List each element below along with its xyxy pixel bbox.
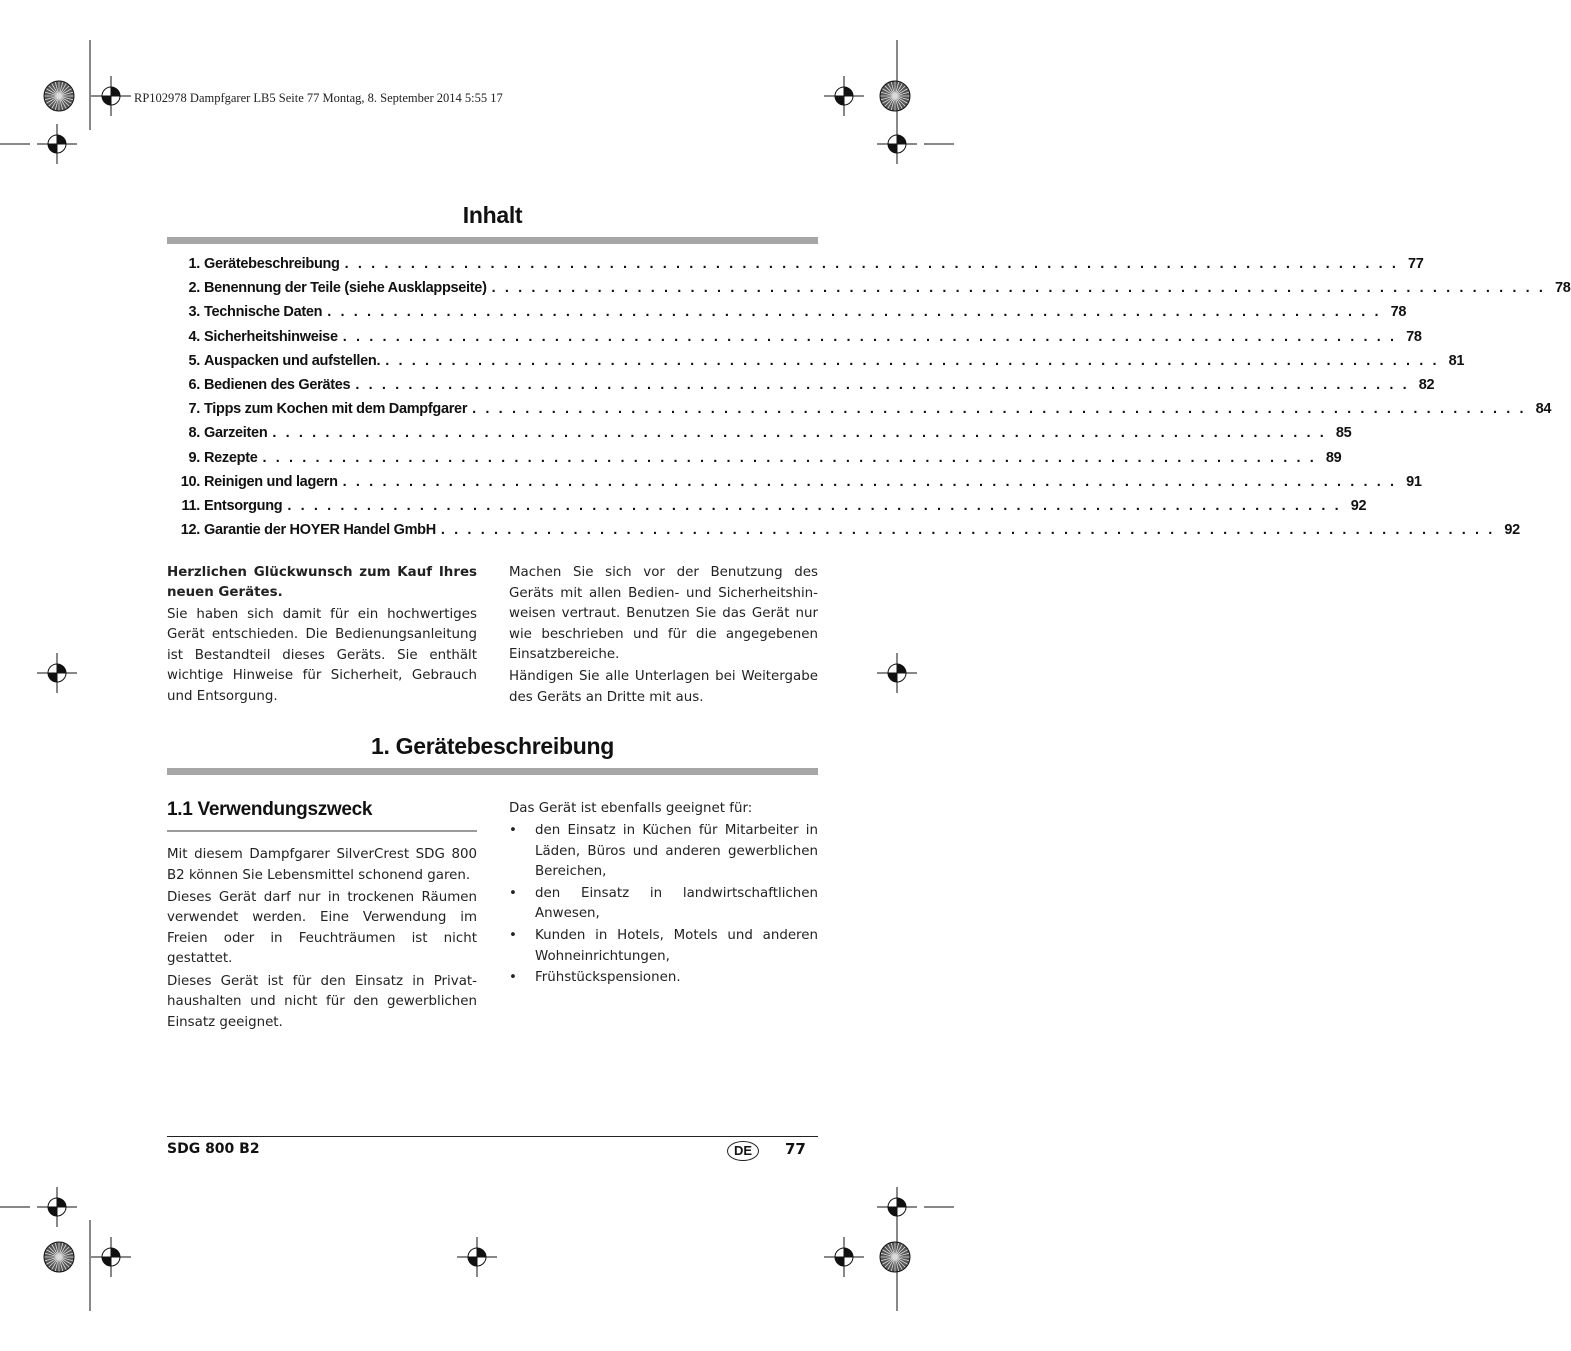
section-paragraph-1: Mit diesem Dampfgarer SilverCrest SDG 800 B2 können Sie Lebensmittel schonend garen.: [167, 847, 477, 883]
subsection-heading: 1.1 Verwendungszweck: [167, 799, 373, 820]
toc-entry-page: 81: [1448, 352, 1465, 369]
section-heading-bar: [167, 768, 818, 775]
toc-entry-number: 5.: [188, 352, 200, 369]
toc-leader-dots: . . . . . . . . . . . . . . . . . . . . . . . . . . . . . . . . . . . . . . . . . . . . . . . . . . . . . . . . . . . . . . . . . . . . . . . . . . . . . . . .: [355, 376, 1410, 393]
usage-bullet-list: [509, 821, 818, 989]
crosshair-mark-icon: [37, 124, 77, 164]
toc-entry-number: 12.: [180, 522, 200, 539]
toc-entry-page: 77: [1408, 256, 1424, 272]
starburst-mark-icon: [43, 80, 75, 112]
toc-entry-number: 8.: [188, 425, 200, 442]
toc-leader-dots: . . . . . . . . . . . . . . . . . . . . . . . . . . . . . . . . . . . . . . . . . . . . . . . . . . . . . . . . . . . . . . . . . . . . . . . . . . . . . . . .: [342, 473, 1397, 490]
subsection-rule: [167, 830, 477, 832]
toc-entry-page: 92: [1504, 522, 1520, 539]
list-item: • Kunden in Hotels, Motels und anderen Wohneinrichtungen,: [509, 926, 818, 967]
intro-left-column: [167, 563, 477, 709]
toc-entry-number: 2.: [188, 280, 200, 297]
toc-entry: [167, 473, 1422, 498]
intro-right-paragraph-2: Händigen Sie alle Unterlagen bei Weitergabe des Geräts an Dritte mit aus.: [509, 669, 818, 706]
intro-heading: Herzlichen Glückwunsch zum Kauf Ihres neuen Gerätes.: [167, 565, 477, 600]
toc-entry-title: Entsorgung: [204, 497, 283, 514]
toc-entry: [167, 376, 1435, 401]
crosshair-mark-icon: [877, 1187, 917, 1227]
section-right-column: [509, 799, 818, 990]
crosshair-mark-icon: [457, 1237, 497, 1277]
toc-leader-dots: . . . . . . . . . . . . . . . . . . . . . . . . . . . . . . . . . . . . . . . . . . . . . . . . . . . . . . . . . . . . . . . . . . . . . . . . . . . . . . . .: [262, 449, 1317, 466]
trim-line: [0, 144, 30, 145]
table-of-contents: [167, 256, 1571, 546]
list-item: • den Einsatz in Küchen für Mitarbeiter in Läden, Büros und anderen gewerblichen Bereichen,: [509, 821, 818, 883]
trim-line: [924, 144, 954, 145]
crosshair-mark-icon: [824, 76, 864, 116]
trim-line: [0, 1207, 30, 1208]
toc-entry-title: Garzeiten: [204, 425, 268, 442]
toc-entry-page: 78: [1390, 304, 1407, 321]
toc-entry-page: 78: [1406, 328, 1422, 345]
toc-entry-page: 89: [1325, 449, 1342, 466]
section-right-intro: Das Gerät ist ebenfalls geeignet für:: [509, 801, 753, 816]
toc-entry: [167, 401, 1552, 425]
printer-slug: RP102978 Dampfgarer LB5 Seite 77 Montag, 8. September 2014 5:55 17: [134, 91, 503, 105]
crosshair-mark-icon: [91, 76, 131, 116]
toc-entry: [167, 497, 1367, 522]
crosshair-mark-icon: [877, 653, 917, 693]
crosshair-mark-icon: [91, 1237, 131, 1277]
crosshair-mark-icon: [37, 653, 77, 693]
toc-entry-number: 9.: [188, 449, 200, 466]
toc-entry-title: Garantie der HOYER Handel GmbH: [204, 522, 436, 539]
toc-entry: [167, 352, 1465, 377]
toc-entry-number: 10.: [180, 473, 200, 490]
crosshair-mark-icon: [877, 124, 917, 164]
toc-entry-number: 7.: [188, 401, 200, 418]
toc-leader-dots: . . . . . . . . . . . . . . . . . . . . . . . . . . . . . . . . . . . . . . . . . . . . . . . . . . . . . . . . . . . . . . . . . . . . . . . . . . . . . . . .: [440, 522, 1495, 539]
starburst-mark-icon: [43, 1241, 75, 1273]
starburst-mark-icon: [879, 80, 911, 112]
toc-entry-title: Benennung der Teile (siehe Ausklappseite): [204, 280, 487, 297]
toc-entry-page: 84: [1535, 401, 1552, 418]
toc-entry-page: 92: [1350, 497, 1367, 514]
toc-heading: Inhalt: [462, 202, 523, 228]
toc-entry-number: 11.: [181, 497, 200, 514]
intro-left-paragraph: Sie haben sich damit für ein hochwertiges Gerät entschieden. Die Bedienungsanleitung ist Bestandteil dieses Geräts. Sie enthält wichtige Hinweise für Sicherheit, Gebrauch und Entsorgung.: [167, 606, 477, 704]
toc-heading-bar: [167, 237, 818, 244]
toc-entry-title: Rezepte: [204, 449, 258, 466]
toc-leader-dots: . . . . . . . . . . . . . . . . . . . . . . . . . . . . . . . . . . . . . . . . . . . . . . . . . . . . . . . . . . . . . . . . . . . . . . . . . . . . . . . .: [491, 280, 1546, 297]
toc-entry-page: 91: [1406, 473, 1422, 490]
toc-entry-title: Auspacken und aufstellen.: [204, 352, 381, 369]
toc-entry-title: Technische Daten: [204, 304, 323, 321]
toc-entry-number: 1.: [188, 256, 200, 272]
section-heading: 1. Gerätebeschreibung: [371, 733, 614, 759]
toc-entry-number: 3.: [188, 304, 200, 321]
toc-entry-title: Gerätebeschreibung: [204, 256, 340, 272]
toc-entry-title: Reinigen und lagern: [204, 473, 338, 490]
toc-entry: [167, 280, 1571, 304]
language-badge: DE: [727, 1141, 759, 1161]
toc-entry: [167, 449, 1342, 474]
toc-entry-title: Tipps zum Kochen mit dem Dampfgarer: [204, 401, 468, 418]
crosshair-mark-icon: [824, 1237, 864, 1277]
toc-leader-dots: . . . . . . . . . . . . . . . . . . . . . . . . . . . . . . . . . . . . . . . . . . . . . . . . . . . . . . . . . . . . . . . . . . . . . . . . . . . . . . . .: [287, 497, 1342, 514]
toc-leader-dots: . . . . . . . . . . . . . . . . . . . . . . . . . . . . . . . . . . . . . . . . . . . . . . . . . . . . . . . . . . . . . . . . . . . . . . . . . . . . . . . .: [342, 328, 1397, 345]
list-item: • Frühstückspensionen.: [509, 968, 818, 989]
toc-leader-dots: . . . . . . . . . . . . . . . . . . . . . . . . . . . . . . . . . . . . . . . . . . . . . . . . . . . . . . . . . . . . . . . . . . . . . . . . . . . . . . . .: [472, 401, 1527, 418]
toc-entry: [167, 522, 1520, 546]
toc-entry-page: 78: [1555, 280, 1571, 297]
page-number: 77: [785, 1140, 806, 1158]
list-item: • den Einsatz in landwirtschaftlichen Anwesen,: [509, 884, 818, 925]
toc-entry: [167, 304, 1407, 328]
toc-leader-dots: . . . . . . . . . . . . . . . . . . . . . . . . . . . . . . . . . . . . . . . . . . . . . . . . . . . . . . . . . . . . . . . . . . . . . . . . . . . . . . . .: [327, 304, 1382, 321]
section-left-column: [167, 845, 477, 1035]
toc-leader-dots: . . . . . . . . . . . . . . . . . . . . . . . . . . . . . . . . . . . . . . . . . . . . . . . . . . . . . . . . . . . . . . . . . . . . . . . . . . . . . . . .: [344, 256, 1399, 272]
crosshair-mark-icon: [37, 1187, 77, 1227]
toc-entry: [167, 328, 1422, 353]
toc-entry-number: 4.: [188, 328, 200, 345]
trim-line: [924, 1207, 954, 1208]
toc-entry-title: Bedienen des Gerätes: [204, 376, 351, 393]
intro-right-paragraph-1: Machen Sie sich vor der Benutzung des Geräts mit allen Bedien- und Sicherheitshinweisen vertraut. Benutzen Sie das Gerät nur wie beschrieben und für die angegebenen Einsatzbereiche.: [509, 565, 818, 663]
starburst-mark-icon: [879, 1241, 911, 1273]
toc-entry: [167, 425, 1352, 449]
section-paragraph-2: Dieses Gerät darf nur in trockenen Räumen verwendet werden. Eine Verwendung im Freien oder in Feuchträumen ist nicht gestattet.: [167, 889, 477, 967]
footer-model: SDG 800 B2: [167, 1141, 260, 1157]
toc-entry-page: 85: [1335, 425, 1352, 442]
toc-entry: [167, 256, 1424, 280]
toc-leader-dots: . . . . . . . . . . . . . . . . . . . . . . . . . . . . . . . . . . . . . . . . . . . . . . . . . . . . . . . . . . . . . . . . . . . . . . . . . . . . . . . .: [385, 352, 1440, 369]
toc-entry-page: 82: [1418, 376, 1435, 393]
toc-entry-title: Sicherheitshinweise: [204, 328, 338, 345]
section-paragraph-3: Dieses Gerät ist für den Einsatz in Privathaushalten und nicht für den gewerblichen Einsatz geeignet.: [167, 973, 477, 1030]
intro-right-column: [509, 563, 818, 710]
toc-leader-dots: . . . . . . . . . . . . . . . . . . . . . . . . . . . . . . . . . . . . . . . . . . . . . . . . . . . . . . . . . . . . . . . . . . . . . . . . . . . . . . . .: [272, 425, 1327, 442]
footer-rule: [167, 1136, 818, 1137]
toc-entry-number: 6.: [188, 376, 200, 393]
